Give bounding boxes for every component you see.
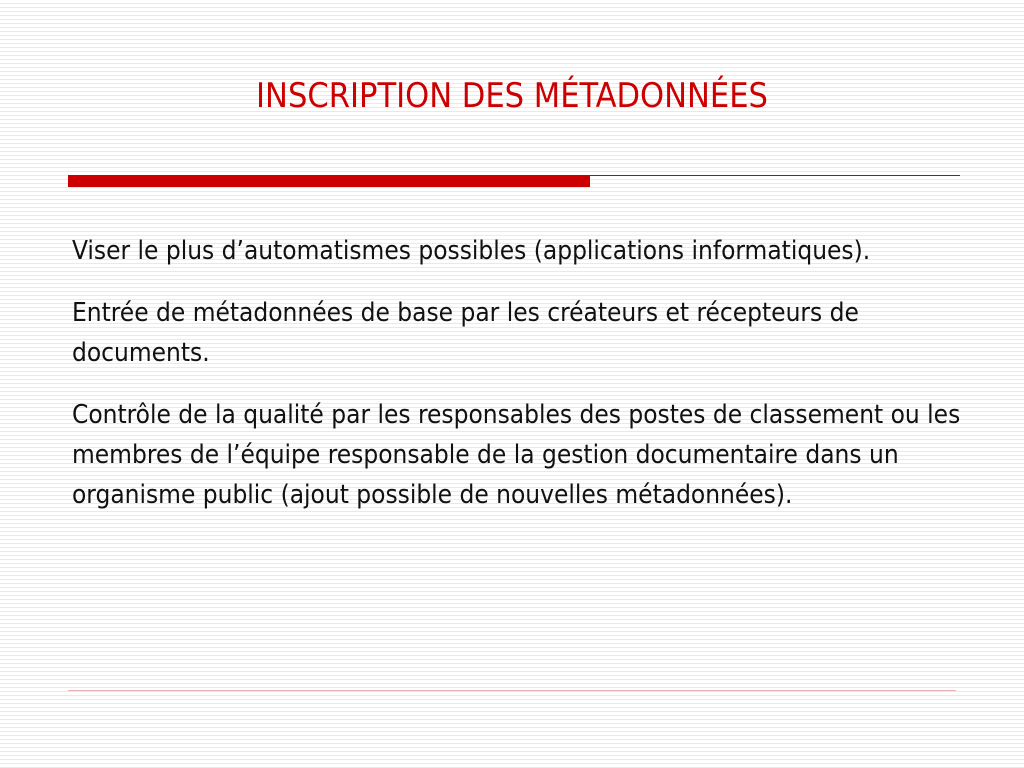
- body-paragraph: Entrée de métadonnées de base par les créateurs et récepteurs de documents.: [72, 298, 859, 368]
- body-paragraph: Viser le plus d’automatismes possibles (applications informatiques).: [72, 236, 871, 266]
- slide-body: [72, 231, 972, 537]
- slide-title: INSCRIPTION DES MÉTADONNÉES: [256, 76, 768, 116]
- title-rule-thin: [590, 175, 960, 176]
- body-paragraph: Contrôle de la qualité par les responsables des postes de classement ou les membres de l’équipe responsable de la gestion documentaire dans un organisme public (ajout possible de nouvelles métadonnées).: [72, 400, 961, 510]
- title-rule-thick: [68, 175, 590, 187]
- footer-rule: [68, 690, 956, 691]
